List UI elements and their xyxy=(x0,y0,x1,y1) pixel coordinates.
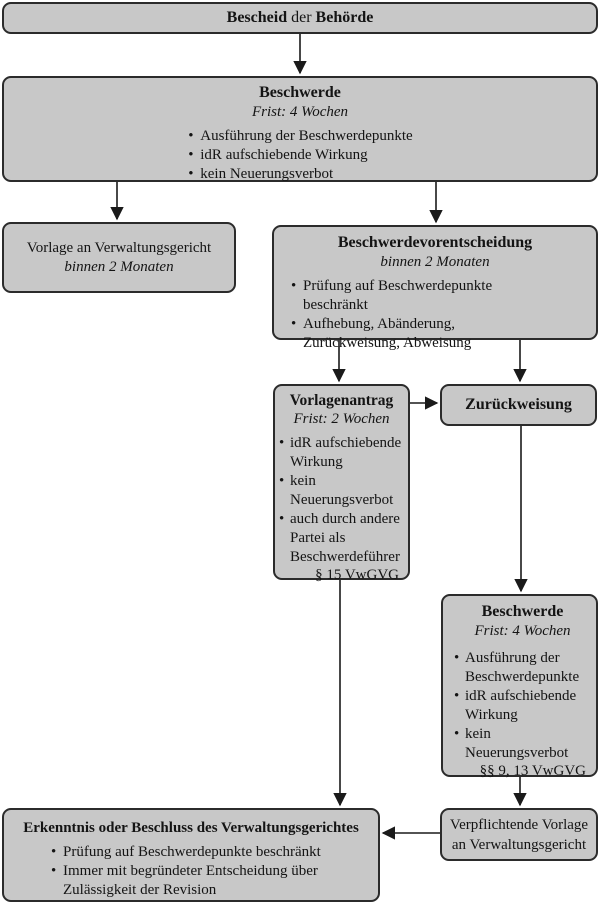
bullet-list xyxy=(290,277,542,353)
title-part-bold-1: Bescheid xyxy=(226,9,288,26)
bullet-list xyxy=(187,127,412,184)
node-subtitle: Frist: 4 Wochen xyxy=(251,104,349,120)
node-subtitle: Frist: 4 Wochen xyxy=(474,623,571,639)
node-text: Vorlage an Verwaltungsgericht xyxy=(26,240,212,256)
node-bescheid-der-behoerde xyxy=(2,2,598,34)
node-title: Beschwerdevorentscheidung xyxy=(337,234,533,251)
bullet-item: • Ausführung der Beschwerdepunkte xyxy=(453,649,592,687)
bullet-item: • idR aufschiebende Wirkung xyxy=(278,434,405,472)
bullet-list xyxy=(50,843,332,900)
bullet-item: • Ausführung der Beschwerdepunkte xyxy=(187,127,412,146)
node-title: Beschwerde xyxy=(259,84,341,101)
node-vorlage-an-verwaltungsgericht xyxy=(2,222,236,293)
bullet-item: • Prüfung auf Beschwerdepunkte beschränkt xyxy=(290,277,542,315)
bullet-list xyxy=(278,434,405,567)
node-title: Zurückweisung xyxy=(465,396,572,413)
bullet-item: • kein Neuerungsverbot xyxy=(453,725,592,763)
bullet-item: • auch durch andere Partei als Beschwerdeführer xyxy=(278,510,405,567)
node-beschwerdevorentscheidung xyxy=(272,225,598,351)
node-text: Verpflichtende Vorlage an Verwaltungsgericht xyxy=(449,816,589,853)
bullet-item: • idR aufschiebende Wirkung xyxy=(187,146,412,165)
node-title xyxy=(227,8,374,28)
node-subtitle: binnen 2 Monaten xyxy=(380,254,490,270)
node-verpflichtende-vorlage xyxy=(440,808,598,861)
node-vorlagenantrag xyxy=(273,384,410,583)
bullet-item: • Aufhebung, Abänderung, Zurückweisung, Abweisung xyxy=(290,315,542,353)
bullet-item: • Immer mit begründeter Entscheidung über Zulässigkeit der Revision xyxy=(50,862,332,900)
node-title: Erkenntnis oder Beschluss des Verwaltungsgerichtes xyxy=(23,820,359,836)
bullet-item: • kein Neuerungsverbot xyxy=(187,165,412,184)
bullet-item: • Prüfung auf Beschwerdepunkte beschränkt xyxy=(50,843,332,862)
node-beschwerde-2 xyxy=(441,594,598,777)
node-subtitle: Frist: 2 Wochen xyxy=(293,411,390,427)
node-title: Vorlagenantrag xyxy=(289,392,394,409)
bullet-item: • kein Neuerungsverbot xyxy=(278,472,405,510)
title-part-regular: der xyxy=(287,9,316,26)
node-subtitle: binnen 2 Monaten xyxy=(64,259,174,275)
title-part-bold-2: Behörde xyxy=(315,9,374,26)
bullet-list xyxy=(453,649,592,763)
node-erkenntnis-oder-beschluss xyxy=(2,808,380,902)
node-zurueckweisung xyxy=(440,384,597,426)
bullet-item: • idR aufschiebende Wirkung xyxy=(453,687,592,725)
node-beschwerde-1 xyxy=(2,76,598,182)
statute-reference: § 15 VwGVG xyxy=(315,567,399,583)
statute-reference: §§ 9, 13 VwGVG xyxy=(479,763,586,779)
node-title: Beschwerde xyxy=(481,603,564,620)
